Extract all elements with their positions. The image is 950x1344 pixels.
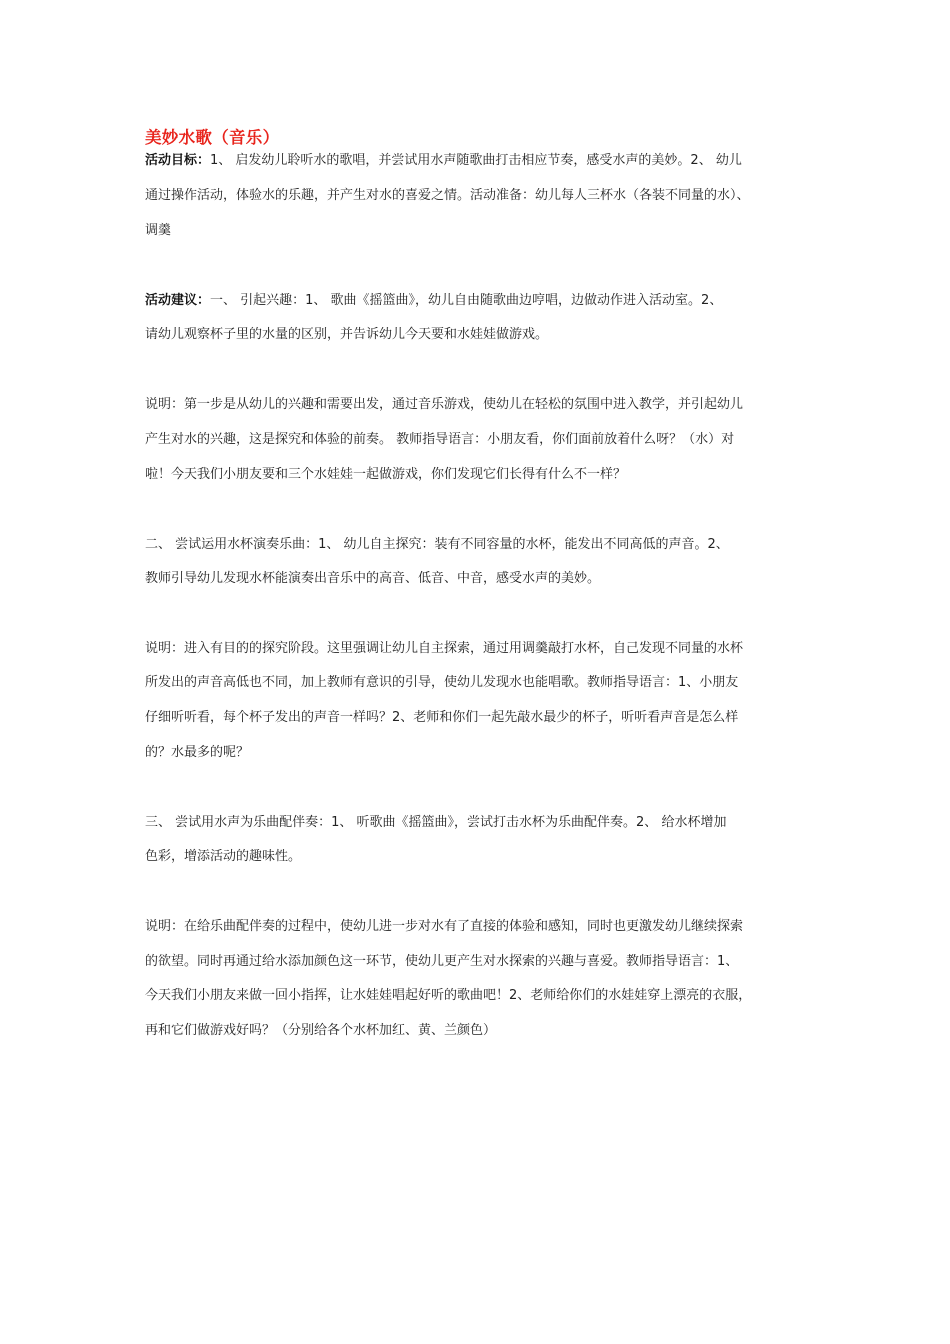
step2-line-1: 二、 尝试运用水杯演奏乐曲：1、 幼儿自主探究：装有不同容量的水杯，能发出不同高低的声音。2、 xyxy=(145,537,729,552)
step2-line-2: 教师引导幼儿发现水杯能演奏出音乐中的高音、低音、中音，感受水声的美妙。 xyxy=(145,571,601,586)
note2-line-1: 说明：进入有目的的探究阶段。这里强调让幼儿自主探索，通过用调羹敲打水杯，自己发现不同量的水杯 xyxy=(145,641,744,656)
note3-line-2: 的欲望。同时再通过给水添加颜色这一环节，使幼儿更产生对水探索的兴趣与喜爱。教师指导语言：1、 xyxy=(145,954,739,969)
note3-line-3: 今天我们小朋友来做一回小指挥，让水娃娃唱起好听的歌曲吧！2、老师给你们的水娃娃穿上漂亮的衣服， xyxy=(145,988,752,1003)
goal-line-1 xyxy=(145,152,742,170)
note1-line-1: 说明：第一步是从幼儿的兴趣和需要出发，通过音乐游戏，使幼儿在轻松的氛围中进入教学，并引起幼儿 xyxy=(145,397,744,412)
note3-line-4: 再和它们做游戏好吗？（分别给各个水杯加红、黄、兰颜色） xyxy=(145,1023,497,1038)
note2-line-2: 所发出的声音高低也不同，加上教师有意识的引导，使幼儿发现水也能唱歌。教师指导语言：1、小朋友 xyxy=(145,675,739,690)
suggestion-line-2: 请幼儿观察杯子里的水量的区别，并告诉幼儿今天要和水娃娃做游戏。 xyxy=(145,327,549,342)
note3-line-1: 说明：在给乐曲配伴奏的过程中，使幼儿进一步对水有了直接的体验和感知，同时也更激发幼儿继续探索 xyxy=(145,919,744,934)
step3-line-2: 色彩，增添活动的趣味性。 xyxy=(145,849,302,864)
note1-line-3: 啦！今天我们小朋友要和三个水娃娃一起做游戏，你们发现它们长得有什么不一样？ xyxy=(145,467,627,482)
goal-line-2: 通过操作活动，体验水的乐趣，并产生对水的喜爱之情。活动准备：幼儿每人三杯水（各装不同量的水）、 xyxy=(145,188,750,203)
goal-text: 1、 启发幼儿聆听水的歌唱，并尝试用水声随歌曲打击相应节奏，感受水声的美妙。2、 幼儿 xyxy=(210,153,742,168)
note1-line-2: 产生对水的兴趣，这是探究和体验的前奏。 教师指导语言：小朋友看，你们面前放着什么呀？（水）对 xyxy=(145,432,735,447)
goal-label: 活动目标： xyxy=(145,153,211,168)
note2-line-3: 仔细听听看，每个杯子发出的声音一样吗？2、老师和你们一起先敲水最少的杯子，听听看声音是怎么样 xyxy=(145,710,739,725)
goal-line-3: 调羹 xyxy=(145,223,172,238)
note2-line-4: 的？水最多的呢？ xyxy=(145,745,250,760)
document-title: 美妙水歌（音乐） xyxy=(145,128,280,147)
suggestion-text: 一、 引起兴趣：1、 歌曲《摇篮曲》，幼儿自由随歌曲边哼唱，边做动作进入活动室。2、 xyxy=(210,293,723,308)
step3-line-1: 三、 尝试用水声为乐曲配伴奏：1、 听歌曲《摇篮曲》，尝试打击水杯为乐曲配伴奏。2、 给水杯增加 xyxy=(145,815,727,830)
suggestion-label: 活动建议： xyxy=(145,293,211,308)
suggestion-line-1 xyxy=(145,292,722,310)
